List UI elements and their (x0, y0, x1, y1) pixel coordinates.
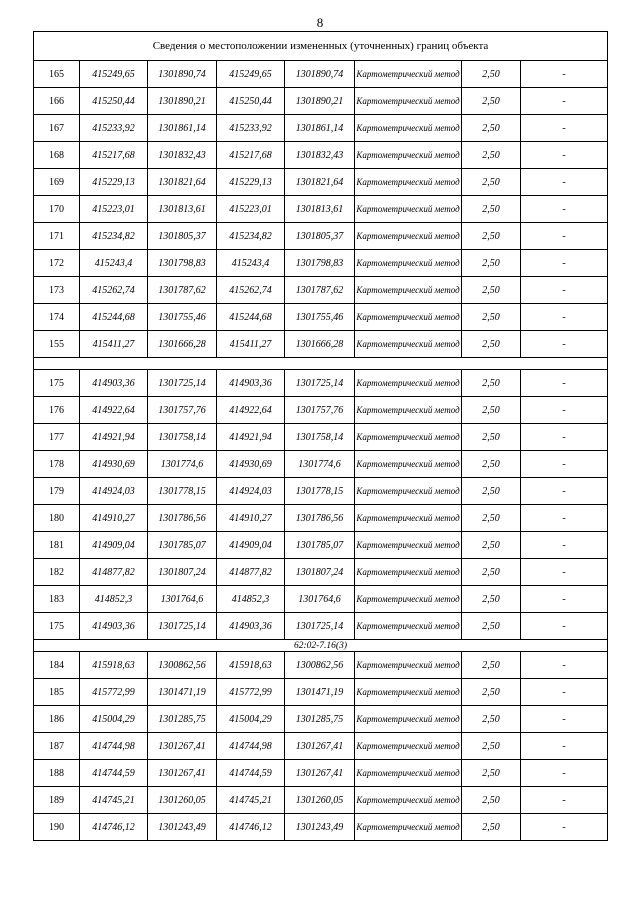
method-cell: Картометрический метод (355, 760, 462, 787)
refined-y-cell: 1301260,05 (285, 787, 355, 814)
point-number-cell: 176 (34, 397, 80, 424)
refined-y-cell: 1301805,37 (285, 223, 355, 250)
accuracy-cell: 2,50 (462, 814, 521, 841)
existing-x-cell: 414922,64 (80, 397, 148, 424)
note-cell: - (521, 559, 608, 586)
existing-y-cell: 1301471,19 (148, 679, 217, 706)
accuracy-cell: 2,50 (462, 613, 521, 640)
accuracy-cell: 2,50 (462, 223, 521, 250)
existing-y-cell: 1301805,37 (148, 223, 217, 250)
accuracy-cell: 2,50 (462, 424, 521, 451)
refined-y-cell: 1301755,46 (285, 304, 355, 331)
method-cell: Картометрический метод (355, 88, 462, 115)
existing-x-cell: 415223,01 (80, 196, 148, 223)
accuracy-cell: 2,50 (462, 196, 521, 223)
refined-y-cell: 1301890,74 (285, 61, 355, 88)
point-number-cell: 171 (34, 223, 80, 250)
existing-x-cell: 415411,27 (80, 331, 148, 358)
existing-y-cell: 1301787,62 (148, 277, 217, 304)
method-cell: Картометрический метод (355, 223, 462, 250)
existing-y-cell: 1301861,14 (148, 115, 217, 142)
table-row (34, 331, 608, 358)
refined-x-cell: 415234,82 (217, 223, 285, 250)
refined-y-cell: 1301787,62 (285, 277, 355, 304)
method-cell: Картометрический метод (355, 652, 462, 679)
method-cell: Картометрический метод (355, 505, 462, 532)
note-cell: - (521, 169, 608, 196)
point-number-cell: 173 (34, 277, 80, 304)
method-cell: Картометрический метод (355, 613, 462, 640)
note-cell: - (521, 196, 608, 223)
note-cell: - (521, 652, 608, 679)
existing-x-cell: 415004,29 (80, 706, 148, 733)
point-number-cell: 169 (34, 169, 80, 196)
existing-y-cell: 1301757,76 (148, 397, 217, 424)
accuracy-cell: 2,50 (462, 505, 521, 532)
point-number-cell: 170 (34, 196, 80, 223)
existing-x-cell: 415243,4 (80, 250, 148, 277)
point-number-cell: 174 (34, 304, 80, 331)
existing-y-cell: 1301798,83 (148, 250, 217, 277)
refined-x-cell: 415262,74 (217, 277, 285, 304)
existing-x-cell: 414745,21 (80, 787, 148, 814)
existing-x-cell: 415262,74 (80, 277, 148, 304)
method-cell: Картометрический метод (355, 814, 462, 841)
refined-y-cell: 1301757,76 (285, 397, 355, 424)
existing-y-cell: 1301786,56 (148, 505, 217, 532)
refined-y-cell: 1301725,14 (285, 370, 355, 397)
note-cell: - (521, 250, 608, 277)
refined-y-cell: 1301267,41 (285, 760, 355, 787)
point-number-cell: 175 (34, 370, 80, 397)
point-number-cell: 180 (34, 505, 80, 532)
note-cell: - (521, 733, 608, 760)
refined-y-cell: 1301666,28 (285, 331, 355, 358)
point-number-cell: 185 (34, 679, 80, 706)
existing-x-cell: 415250,44 (80, 88, 148, 115)
accuracy-cell: 2,50 (462, 88, 521, 115)
table-row (34, 397, 608, 424)
table-row (34, 559, 608, 586)
existing-y-cell: 1301243,49 (148, 814, 217, 841)
accuracy-cell: 2,50 (462, 115, 521, 142)
note-cell: - (521, 424, 608, 451)
existing-y-cell: 1301807,24 (148, 559, 217, 586)
refined-y-cell: 1301778,15 (285, 478, 355, 505)
point-number-cell: 167 (34, 115, 80, 142)
accuracy-cell: 2,50 (462, 586, 521, 613)
table-title: Сведения о местоположении измененных (уточненных) границ объекта (34, 32, 608, 61)
refined-y-cell: 1301285,75 (285, 706, 355, 733)
existing-y-cell: 1300862,56 (148, 652, 217, 679)
note-cell: - (521, 586, 608, 613)
accuracy-cell: 2,50 (462, 304, 521, 331)
existing-y-cell: 1301890,74 (148, 61, 217, 88)
refined-x-cell: 415243,4 (217, 250, 285, 277)
accuracy-cell: 2,50 (462, 142, 521, 169)
page-number: 8 (316, 15, 324, 30)
note-cell: - (521, 142, 608, 169)
existing-y-cell: 1301725,14 (148, 370, 217, 397)
refined-y-cell: 1301243,49 (285, 814, 355, 841)
accuracy-cell: 2,50 (462, 679, 521, 706)
table-row (34, 115, 608, 142)
note-cell: - (521, 787, 608, 814)
table-row (34, 532, 608, 559)
method-cell: Картометрический метод (355, 304, 462, 331)
section-separator-label: 62:02-7.16(3) (34, 640, 608, 652)
existing-x-cell: 414924,03 (80, 478, 148, 505)
point-number-cell: 178 (34, 451, 80, 478)
table-row (34, 478, 608, 505)
table-row (34, 652, 608, 679)
existing-x-cell: 415244,68 (80, 304, 148, 331)
boundary-coordinates-table (33, 31, 608, 841)
method-cell: Картометрический метод (355, 331, 462, 358)
note-cell: - (521, 679, 608, 706)
existing-x-cell: 415217,68 (80, 142, 148, 169)
refined-x-cell: 415244,68 (217, 304, 285, 331)
note-cell: - (521, 532, 608, 559)
existing-y-cell: 1301755,46 (148, 304, 217, 331)
method-cell: Картометрический метод (355, 706, 462, 733)
existing-x-cell: 414744,59 (80, 760, 148, 787)
note-cell: - (521, 61, 608, 88)
point-number-cell: 166 (34, 88, 80, 115)
refined-y-cell: 1301471,19 (285, 679, 355, 706)
point-number-cell: 168 (34, 142, 80, 169)
accuracy-cell: 2,50 (462, 532, 521, 559)
refined-x-cell: 415217,68 (217, 142, 285, 169)
refined-y-cell: 1301267,41 (285, 733, 355, 760)
accuracy-cell: 2,50 (462, 559, 521, 586)
existing-y-cell: 1301813,61 (148, 196, 217, 223)
accuracy-cell: 2,50 (462, 478, 521, 505)
point-number-cell: 175 (34, 613, 80, 640)
method-cell: Картометрический метод (355, 250, 462, 277)
note-cell: - (521, 613, 608, 640)
refined-y-cell: 1301798,83 (285, 250, 355, 277)
table-row (34, 169, 608, 196)
existing-y-cell: 1301725,14 (148, 613, 217, 640)
existing-x-cell: 415918,63 (80, 652, 148, 679)
section-separator-row (34, 640, 608, 652)
refined-x-cell: 415772,99 (217, 679, 285, 706)
refined-x-cell: 415411,27 (217, 331, 285, 358)
refined-x-cell: 415223,01 (217, 196, 285, 223)
method-cell: Картометрический метод (355, 370, 462, 397)
refined-x-cell: 414924,03 (217, 478, 285, 505)
refined-y-cell: 1301832,43 (285, 142, 355, 169)
table-body (34, 32, 608, 841)
note-cell: - (521, 760, 608, 787)
refined-y-cell: 1301813,61 (285, 196, 355, 223)
point-number-cell: 182 (34, 559, 80, 586)
refined-y-cell: 1301786,56 (285, 505, 355, 532)
existing-x-cell: 414930,69 (80, 451, 148, 478)
note-cell: - (521, 277, 608, 304)
refined-y-cell: 1301807,24 (285, 559, 355, 586)
note-cell: - (521, 88, 608, 115)
refined-x-cell: 414903,36 (217, 370, 285, 397)
method-cell: Картометрический метод (355, 679, 462, 706)
refined-x-cell: 415918,63 (217, 652, 285, 679)
table-row (34, 223, 608, 250)
existing-x-cell: 414877,82 (80, 559, 148, 586)
point-number-cell: 189 (34, 787, 80, 814)
refined-y-cell: 1301764,6 (285, 586, 355, 613)
existing-y-cell: 1301832,43 (148, 142, 217, 169)
refined-x-cell: 415229,13 (217, 169, 285, 196)
existing-y-cell: 1301821,64 (148, 169, 217, 196)
table-row (34, 814, 608, 841)
point-number-cell: 165 (34, 61, 80, 88)
method-cell: Картометрический метод (355, 61, 462, 88)
refined-y-cell: 1301758,14 (285, 424, 355, 451)
method-cell: Картометрический метод (355, 196, 462, 223)
method-cell: Картометрический метод (355, 787, 462, 814)
note-cell: - (521, 115, 608, 142)
table-row (34, 706, 608, 733)
existing-x-cell: 414921,94 (80, 424, 148, 451)
existing-y-cell: 1301267,41 (148, 733, 217, 760)
table-row (34, 679, 608, 706)
accuracy-cell: 2,50 (462, 760, 521, 787)
method-cell: Картометрический метод (355, 277, 462, 304)
existing-x-cell: 414852,3 (80, 586, 148, 613)
table-title-row (34, 32, 608, 61)
point-number-cell: 177 (34, 424, 80, 451)
method-cell: Картометрический метод (355, 451, 462, 478)
table-row (34, 277, 608, 304)
note-cell: - (521, 505, 608, 532)
existing-x-cell: 414909,04 (80, 532, 148, 559)
note-cell: - (521, 706, 608, 733)
accuracy-cell: 2,50 (462, 733, 521, 760)
accuracy-cell: 2,50 (462, 61, 521, 88)
refined-y-cell: 1300862,56 (285, 652, 355, 679)
table-row (34, 61, 608, 88)
table-row (34, 451, 608, 478)
accuracy-cell: 2,50 (462, 787, 521, 814)
method-cell: Картометрический метод (355, 478, 462, 505)
existing-x-cell: 414903,36 (80, 613, 148, 640)
point-number-cell: 172 (34, 250, 80, 277)
accuracy-cell: 2,50 (462, 706, 521, 733)
existing-x-cell: 415233,92 (80, 115, 148, 142)
table-row (34, 586, 608, 613)
refined-x-cell: 414921,94 (217, 424, 285, 451)
existing-x-cell: 414910,27 (80, 505, 148, 532)
section-separator-label (34, 358, 608, 370)
method-cell: Картометрический метод (355, 424, 462, 451)
table-row (34, 613, 608, 640)
accuracy-cell: 2,50 (462, 652, 521, 679)
refined-x-cell: 414930,69 (217, 451, 285, 478)
existing-x-cell: 414903,36 (80, 370, 148, 397)
table-row (34, 250, 608, 277)
existing-y-cell: 1301666,28 (148, 331, 217, 358)
table-row (34, 424, 608, 451)
table-row (34, 142, 608, 169)
existing-x-cell: 415234,82 (80, 223, 148, 250)
refined-y-cell: 1301821,64 (285, 169, 355, 196)
existing-y-cell: 1301764,6 (148, 586, 217, 613)
table-row (34, 88, 608, 115)
refined-y-cell: 1301785,07 (285, 532, 355, 559)
refined-y-cell: 1301774,6 (285, 451, 355, 478)
note-cell: - (521, 397, 608, 424)
existing-y-cell: 1301774,6 (148, 451, 217, 478)
method-cell: Картометрический метод (355, 169, 462, 196)
refined-x-cell: 415233,92 (217, 115, 285, 142)
refined-x-cell: 414744,98 (217, 733, 285, 760)
refined-x-cell: 414909,04 (217, 532, 285, 559)
method-cell: Картометрический метод (355, 142, 462, 169)
section-blank-row (34, 358, 608, 370)
table-row (34, 733, 608, 760)
method-cell: Картометрический метод (355, 733, 462, 760)
table-row (34, 304, 608, 331)
table-row (34, 787, 608, 814)
table-row (34, 196, 608, 223)
note-cell: - (521, 304, 608, 331)
accuracy-cell: 2,50 (462, 331, 521, 358)
note-cell: - (521, 370, 608, 397)
accuracy-cell: 2,50 (462, 169, 521, 196)
method-cell: Картометрический метод (355, 559, 462, 586)
refined-x-cell: 414746,12 (217, 814, 285, 841)
note-cell: - (521, 331, 608, 358)
point-number-cell: 190 (34, 814, 80, 841)
refined-x-cell: 414922,64 (217, 397, 285, 424)
refined-x-cell: 414903,36 (217, 613, 285, 640)
method-cell: Картометрический метод (355, 586, 462, 613)
method-cell: Картометрический метод (355, 397, 462, 424)
existing-x-cell: 414744,98 (80, 733, 148, 760)
method-cell: Картометрический метод (355, 115, 462, 142)
refined-x-cell: 415249,65 (217, 61, 285, 88)
accuracy-cell: 2,50 (462, 370, 521, 397)
refined-x-cell: 414745,21 (217, 787, 285, 814)
note-cell: - (521, 478, 608, 505)
note-cell: - (521, 814, 608, 841)
existing-x-cell: 415229,13 (80, 169, 148, 196)
existing-y-cell: 1301285,75 (148, 706, 217, 733)
table-row (34, 760, 608, 787)
refined-x-cell: 414910,27 (217, 505, 285, 532)
accuracy-cell: 2,50 (462, 397, 521, 424)
refined-y-cell: 1301725,14 (285, 613, 355, 640)
refined-x-cell: 414877,82 (217, 559, 285, 586)
refined-x-cell: 414744,59 (217, 760, 285, 787)
existing-y-cell: 1301778,15 (148, 478, 217, 505)
point-number-cell: 181 (34, 532, 80, 559)
existing-x-cell: 414746,12 (80, 814, 148, 841)
point-number-cell: 179 (34, 478, 80, 505)
table-row (34, 370, 608, 397)
existing-y-cell: 1301758,14 (148, 424, 217, 451)
note-cell: - (521, 223, 608, 250)
refined-y-cell: 1301890,21 (285, 88, 355, 115)
table-row (34, 505, 608, 532)
refined-y-cell: 1301861,14 (285, 115, 355, 142)
point-number-cell: 187 (34, 733, 80, 760)
point-number-cell: 184 (34, 652, 80, 679)
existing-y-cell: 1301260,05 (148, 787, 217, 814)
refined-x-cell: 415004,29 (217, 706, 285, 733)
point-number-cell: 155 (34, 331, 80, 358)
accuracy-cell: 2,50 (462, 451, 521, 478)
point-number-cell: 183 (34, 586, 80, 613)
existing-x-cell: 415249,65 (80, 61, 148, 88)
existing-y-cell: 1301785,07 (148, 532, 217, 559)
existing-y-cell: 1301890,21 (148, 88, 217, 115)
point-number-cell: 186 (34, 706, 80, 733)
refined-x-cell: 415250,44 (217, 88, 285, 115)
accuracy-cell: 2,50 (462, 250, 521, 277)
note-cell: - (521, 451, 608, 478)
method-cell: Картометрический метод (355, 532, 462, 559)
refined-x-cell: 414852,3 (217, 586, 285, 613)
existing-x-cell: 415772,99 (80, 679, 148, 706)
accuracy-cell: 2,50 (462, 277, 521, 304)
point-number-cell: 188 (34, 760, 80, 787)
existing-y-cell: 1301267,41 (148, 760, 217, 787)
